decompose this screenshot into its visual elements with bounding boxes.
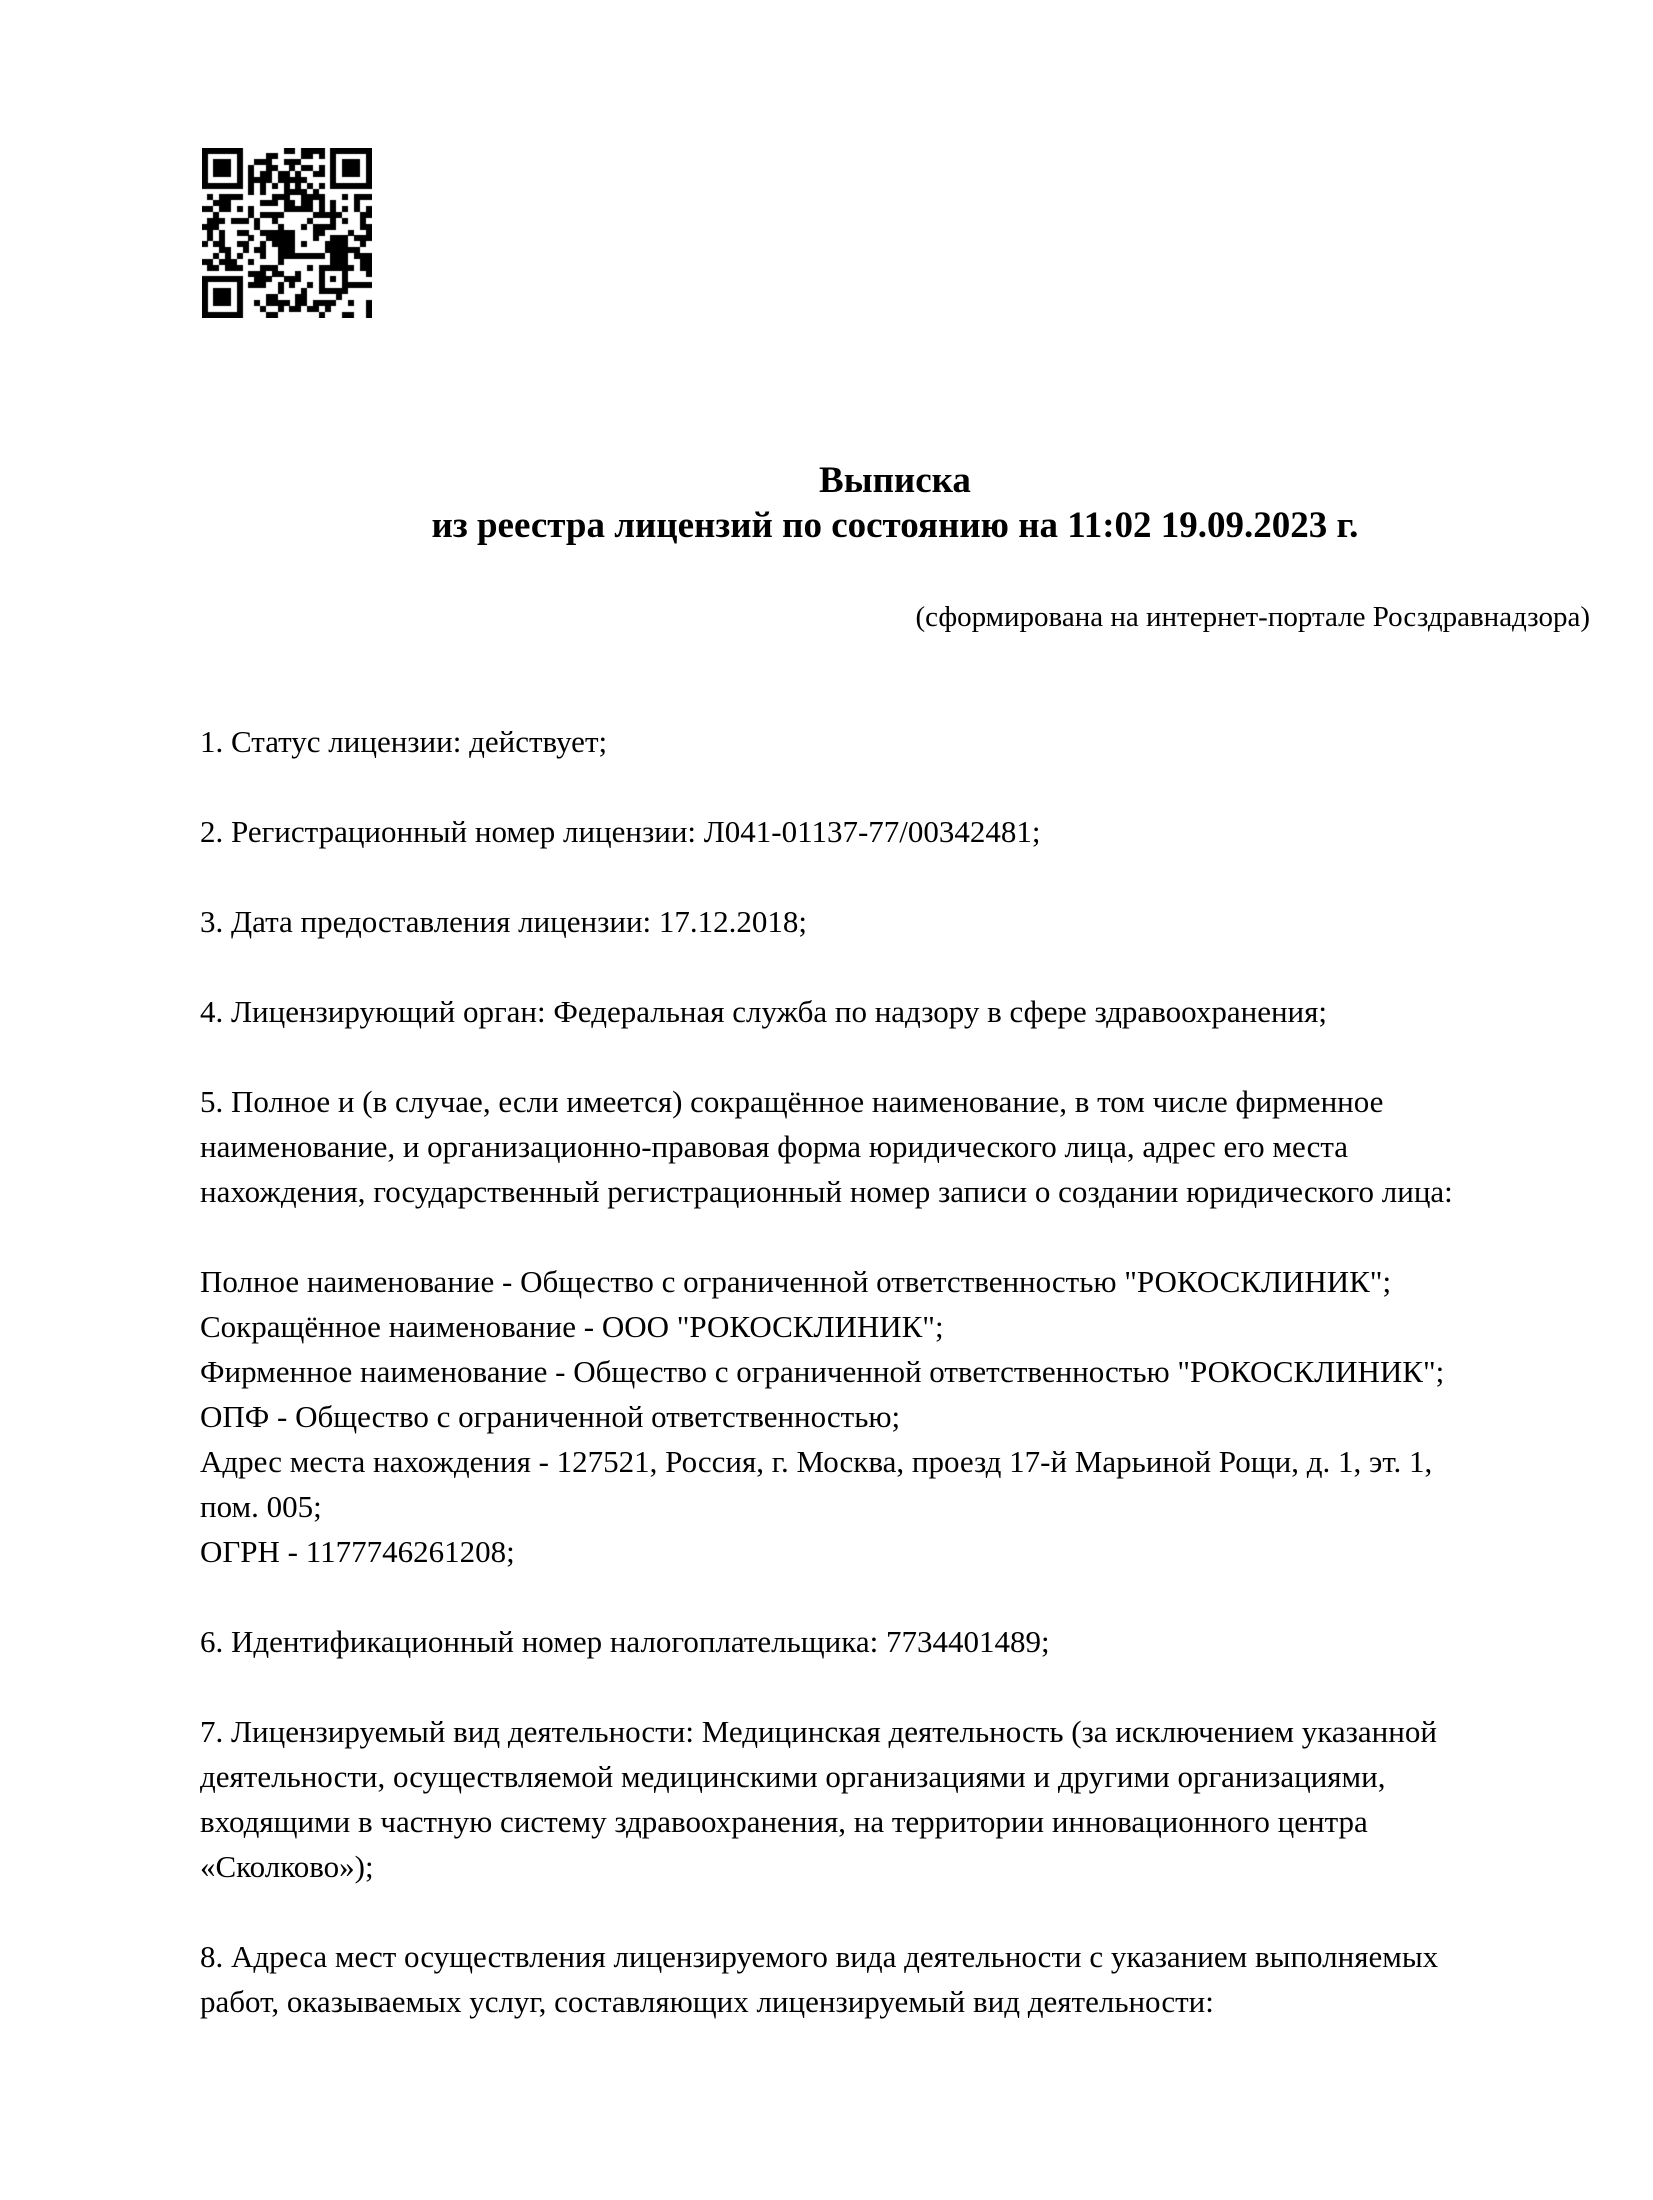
- text-line: 2. Регистрационный номер лицензии: Л041-01137-77/00342481;: [200, 814, 1041, 849]
- text-line: пом. 005;: [200, 1489, 322, 1524]
- text-line: входящими в частную систему здравоохранения, на территории инновационного центра: [200, 1804, 1368, 1839]
- text-line: Адрес места нахождения - 127521, Россия, г. Москва, проезд 17-й Марьиной Рощи, д. 1, эт. 1,: [200, 1444, 1433, 1479]
- paragraph-license-status: [200, 719, 1590, 764]
- text-line: ОГРН - 1177746261208;: [200, 1534, 515, 1569]
- paragraph-licensing-authority: [200, 989, 1590, 1034]
- text-line: ОПФ - Общество с ограниченной ответственностью;: [200, 1399, 901, 1434]
- document-content: [200, 0, 1590, 2024]
- text-line: 3. Дата предоставления лицензии: 17.12.2018;: [200, 904, 808, 939]
- text-line: «Сколково»);: [200, 1849, 374, 1884]
- paragraph-license-registration-number: [200, 809, 1590, 854]
- paragraph-activity-addresses-intro: [200, 1934, 1590, 2024]
- text-line: работ, оказываемых услуг, составляющих лицензируемый вид деятельности:: [200, 1984, 1214, 2019]
- paragraph-taxpayer-id: [200, 1619, 1590, 1664]
- paragraph-license-grant-date: [200, 899, 1590, 944]
- paragraph-licensed-activity: [200, 1709, 1590, 1889]
- document-title: [200, 458, 1590, 548]
- text-line: Полное наименование - Общество с ограниченной ответственностью "РОКОСКЛИНИК";: [200, 1264, 1392, 1299]
- text-line: 8. Адреса мест осуществления лицензируемого вида деятельности с указанием выполняемых: [200, 1939, 1439, 1974]
- paragraph-organization-names-intro: [200, 1079, 1590, 1214]
- text-line: Фирменное наименование - Общество с ограниченной ответственностью "РОКОСКЛИНИК";: [200, 1354, 1445, 1389]
- text-line: нахождения, государственный регистрационный номер записи о создании юридического лица:: [200, 1174, 1453, 1209]
- text-line: 1. Статус лицензии: действует;: [200, 724, 608, 759]
- text-line: 7. Лицензируемый вид деятельности: Медицинская деятельность (за исключением указанной: [200, 1714, 1437, 1749]
- text-line: Сокращённое наименование - ООО "РОКОСКЛИНИК";: [200, 1309, 944, 1344]
- text-line: 4. Лицензирующий орган: Федеральная служба по надзору в сфере здравоохранения;: [200, 994, 1328, 1029]
- text-line: 5. Полное и (в случае, если имеется) сокращённое наименование, в том числе фирменное: [200, 1084, 1384, 1119]
- document-title-line2: из реестра лицензий по состоянию на 11:02 19.09.2023 г.: [431, 505, 1359, 546]
- text-line: 6. Идентификационный номер налогоплательщика: 7734401489;: [200, 1624, 1050, 1659]
- paragraph-organization-details: [200, 1259, 1590, 1574]
- text-line: наименование, и организационно-правовая форма юридического лица, адрес его места: [200, 1129, 1349, 1164]
- document-body: [200, 719, 1590, 2024]
- text-line: деятельности, осуществляемой медицинскими организациями и другими организациями,: [200, 1759, 1386, 1794]
- document-title-line1: Выписка: [819, 460, 971, 501]
- generation-note: (сформирована на интернет-портале Росздравнадзора): [915, 601, 1590, 633]
